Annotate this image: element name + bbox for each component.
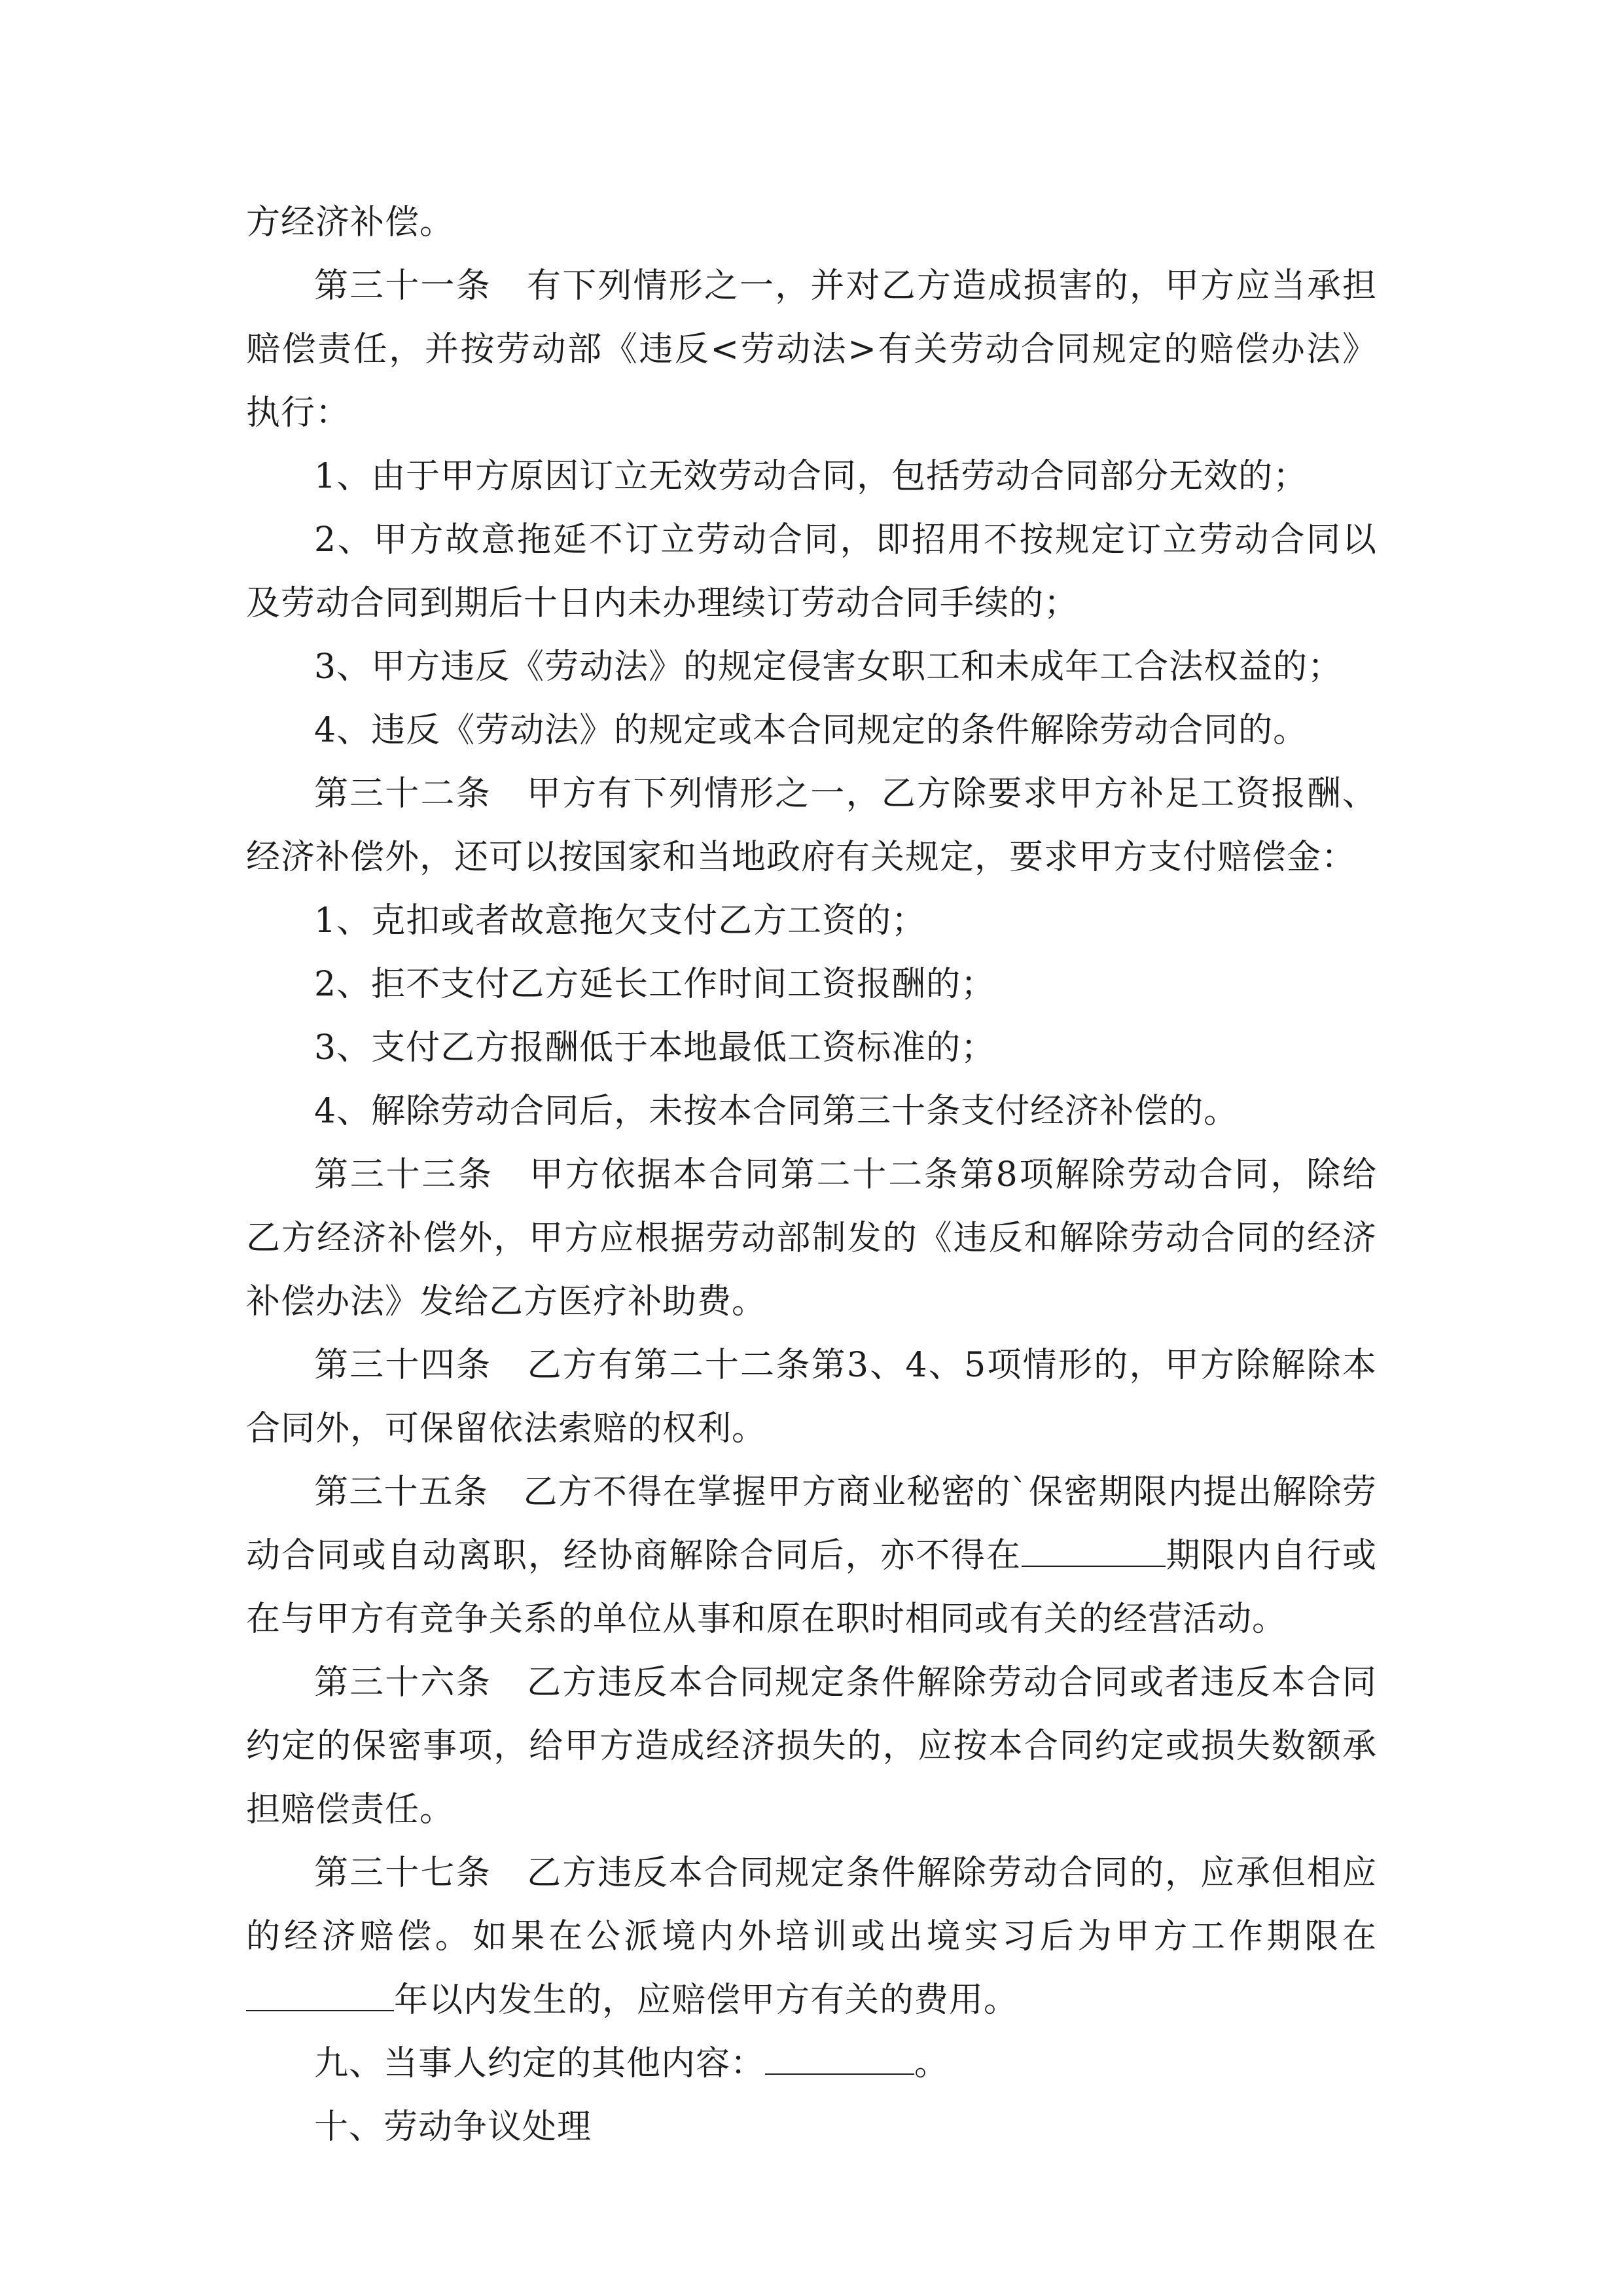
article-31-item-3: 3、甲方违反《劳动法》的规定侵害女职工和未成年工合法权益的； [314,647,1343,687]
fill-in-blank-period[interactable] [1022,1532,1166,1567]
article-32: 第三十二条 甲方有下列情形之一，乙方除要求甲方补足工资报酬、经济补偿外，还可以按国家和当地政府有关规定，要求甲方支付赔偿金： [246,774,1377,877]
article-37-text-after: 年以内发生的，应赔偿甲方有关的费用。 [394,1981,1019,2020]
article-34: 第三十四条 乙方有第二十二条第3、4、5项情形的，甲方除解除本合同外，可保留依法索赔的权利。 [246,1346,1377,1448]
article-32-item-4: 4、解除劳动合同后，未按本合同第三十条支付经济补偿的。 [314,1092,1239,1131]
document-body [246,191,1377,2159]
article-36: 第三十六条 乙方违反本合同规定条件解除劳动合同或者违反本合同约定的保密事项，给甲方造成经济损失的，应按本合同约定或损失数额承担赔偿责任。 [246,1663,1377,1829]
fill-in-blank-years[interactable] [246,1976,394,2011]
section-10-heading: 十、劳动争议处理 [314,2108,592,2147]
article-33: 第三十三条 甲方依据本合同第二十二条第8项解除劳动合同，除给乙方经济补偿外，甲方应根据劳动部制发的《违反和解除劳动合同的经济补偿办法》发给乙方医疗补助费。 [246,1155,1377,1321]
article-35 [246,1461,1377,1651]
article-31: 第三十一条 有下列情形之一，并对乙方造成损害的，甲方应当承担赔偿责任，并按劳动部《违反<劳动法>有关劳动合同规定的赔偿办法》执行： [246,266,1377,433]
article-35-text-before: 第三十五条 乙方不得在掌握甲方商业秘密的`保密期限内提出解除劳动合同或自动离职，经协商解除合同后，亦不得在 [246,1473,1377,1575]
article-37-text-before: 第三十七条 乙方违反本合同规定条件解除劳动合同的，应承但相应的经济赔偿。如果在公派境内外培训或出境实习后为甲方工作期限在 [246,1854,1377,1956]
paragraph-continuation: 方经济补偿。 [246,203,455,242]
article-31-item-4: 4、违反《劳动法》的规定或本合同规定的条件解除劳动合同的。 [314,711,1308,750]
article-37 [246,1842,1377,2032]
section-9-other-terms [246,2032,1377,2096]
article-32-item-1: 1、克扣或者故意拖欠支付乙方工资的； [314,901,927,941]
article-31-item-2: 2、甲方故意拖延不订立劳动合同，即招用不按规定订立劳动合同以及劳动合同到期后十日内未办理续订劳动合同手续的； [246,520,1377,623]
article-35-text-after: 期限内自行或在与甲方有竞争关系的单位从事和原在职时相同或有关的经营活动。 [246,1536,1377,1639]
article-32-item-3: 3、支付乙方报酬低于本地最低工资标准的； [314,1028,996,1067]
article-32-item-2: 2、拒不支付乙方延长工作时间工资报酬的； [314,965,996,1004]
fill-in-blank-other-terms[interactable] [765,2039,914,2075]
article-31-item-1: 1、由于甲方原因订立无效劳动合同，包括劳动合同部分无效的； [314,457,1308,496]
section-9-label: 九、当事人约定的其他内容： [314,2044,766,2083]
section-9-end: 。 [914,2044,950,2083]
